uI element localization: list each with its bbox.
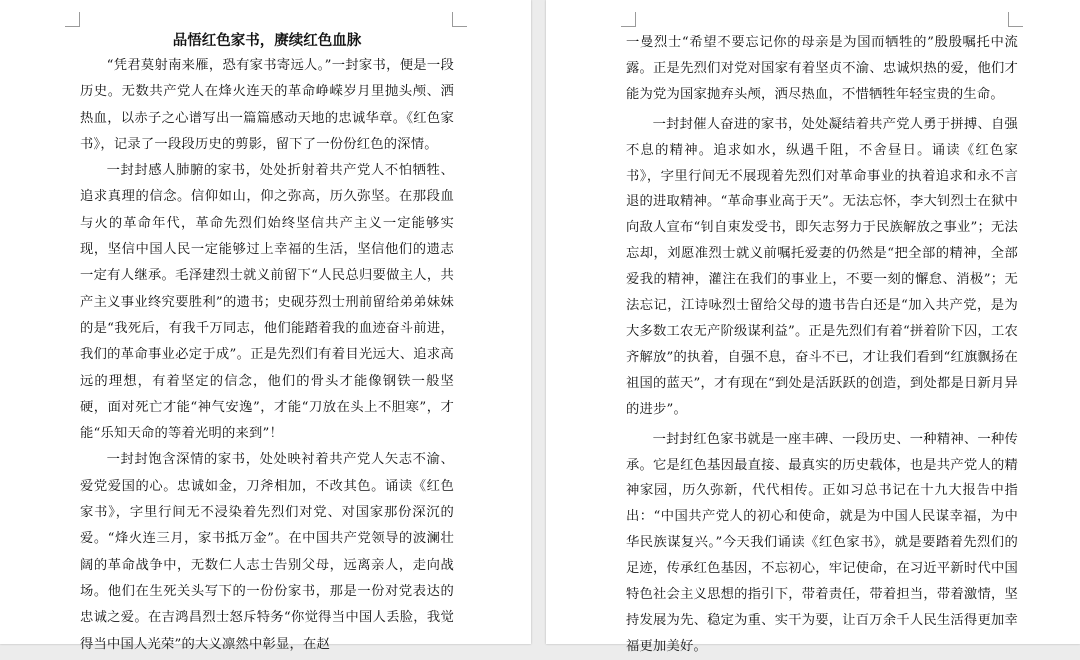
crop-mark-top-right	[1008, 12, 1023, 27]
paragraph: 一封封催人奋进的家书，处处凝结着共产党人勇于拼搏、自强不息的精神。追求如水，纵遇千阻，不舍昼日。诵读《红色家书》，字里行间无不展现着先烈们对革命事业的执着追求和永不言退的进取精神。“革命事业高于天”。无法忘怀，李大钊烈士在狱中向敌人宣布“钊自束发受书，即矢志努力于民族解放之事业”；无法忘却，刘愿准烈士就义前嘱托爱妻的仍然是“把全部的精神，全部爱我的精神，灌注在我们的事业上，不要一刻的懈怠、消极”；无法忘记，江诗咏烈士留给父母的遗书告白还是“加入共产党，是为大多数工农无产阶级谋利益”。正是先烈们有着“拼着阶下囚，工农齐解放”的执着，自强不息，奋斗不已，才让我们看到“红旗飘扬在祖国的蓝天”，才有现在“到处是活跃跃的创造，到处都是日新月异的进步”。	[626, 116, 1018, 417]
paragraph-continued: 一曼烈士“希望不要忘记你的母亲是为国而牺牲的”殷殷嘱托中流露。正是先烈们对党对国家有着坚贞不渝、忠诚炽热的爱，他们才能为党为国家抛弃头颅，洒尽热血，不惜牺牲年轻宝贵的生命。	[626, 35, 1018, 102]
document-page-left	[0, 0, 531, 652]
document-page-right	[546, 0, 1080, 654]
document-title: 品悟红色家书，赓续红色血脉	[172, 33, 362, 49]
crop-mark-top-left	[621, 12, 636, 27]
paragraph: “凭君莫射南来雁，恐有家书寄远人。”一封家书，便是一段历史。无数共产党人在烽火连天的革命峥嵘岁月里抛头颅、洒热血，以赤子之心谱写出一篇篇感动天地的忠诚华章。《红色家书》，记录了一段段历史的剪影，留下了一份份红色的深情。	[80, 58, 454, 152]
paragraph: 一封封饱含深情的家书，处处映衬着共产党人矢志不渝、爱党爱国的心。忠诚如金，刀斧相加，不改其色。诵读《红色家书》，字里行间无不浸染着先烈们对党、对国家那份深沉的爱。“烽火连三月，家书抵万金”。在中国共产党领导的波澜壮阔的革命战争中，无数仁人志士告别父母，远离亲人，走向战场。他们在生死关头写下的一份份家书，那是一份对党表达的忠诚之爱。在吉鸿昌烈士怒斥特务“你觉得当中国人丢脸，我觉得当中国人光荣”的大义凛然中彰显，在赵	[80, 452, 454, 652]
page-content-right	[626, 30, 1018, 660]
crop-mark-top-right	[452, 12, 467, 27]
paragraph: 一封封感人肺腑的家书，处处折射着共产党人不怕牺牲、追求真理的信念。信仰如山，仰之弥高，历久弥坚。在那段血与火的革命年代，革命先烈们始终坚信共产主义一定能够实现，坚信中国人民一定能够过上幸福的生活，坚信他们的遗志一定有人继承。毛泽建烈士就义前留下“人民总归要做主人，共产主义事业终究要胜利”的遗书；史砚芬烈士刑前留给弟弟妹妹的是“我死后，有我千万同志，他们能踏着我的血迹奋斗前进，我们的革命事业必定于成”。正是先烈们有着目光远大、追求高远的理想，有着坚定的信念，他们的骨头才能像钢铁一般坚硬，面对死亡才能“神气安逸”，才能“刀放在头上不胆寒”，才能“乐知天命的等着光明的来到”！	[80, 163, 454, 442]
crop-mark-top-left	[65, 12, 80, 27]
paragraph: 一封封红色家书就是一座丰碑、一段历史、一种精神、一种传承。它是红色基因最直接、最真实的历史载体，也是共产党人的精神家园，历久弥新，代代相传。正如习总书记在十九大报告中指出：“中国共产党人的初心和使命，就是为中国人民谋幸福，为中华民族谋复兴。”今天我们诵读《红色家书》，就是要踏着先烈们的足迹，传承红色基因，不忘初心，牢记使命，在习近平新时代中国特色社会主义思想的指引下，带着责任，带着担当，带着激情，坚持发展为先、稳定为重、实干为要，让百万余千人民生活得更加幸福更加美好。	[626, 431, 1018, 654]
page-content-left	[80, 30, 454, 658]
